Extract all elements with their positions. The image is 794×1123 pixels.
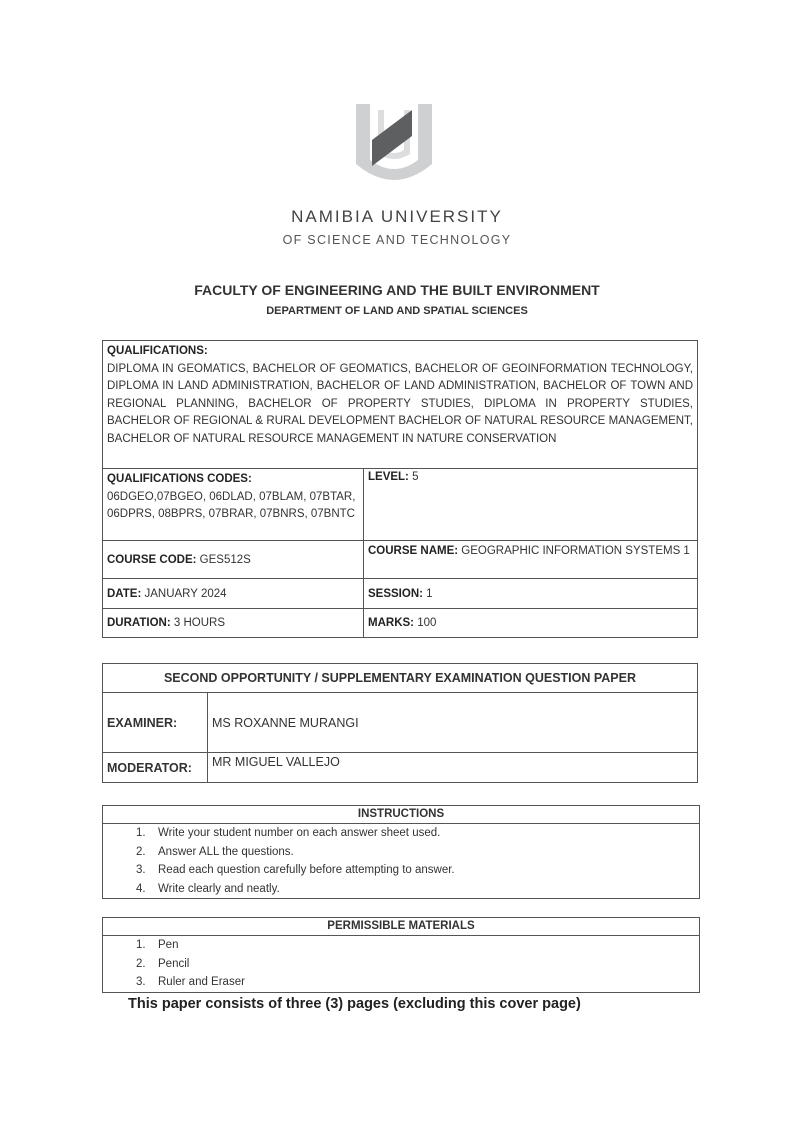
item-number: 1. xyxy=(136,827,146,839)
university-logo-icon xyxy=(352,100,436,192)
course-name-label: COURSE NAME: xyxy=(368,545,459,557)
codes-text: 06DGEO,07BGEO, 06DLAD, 07BLAM, 07BTAR, 06DPRS, 08BPRS, 07BRAR, 07BNRS, 07BNTC xyxy=(107,490,356,520)
date-label: DATE: xyxy=(107,587,142,600)
course-details-table xyxy=(102,340,698,638)
instructions-box xyxy=(102,805,700,899)
course-code-value: GES512S xyxy=(199,553,251,566)
qualifications-text: DIPLOMA IN GEOMATICS, BACHELOR OF GEOMATICS, BACHELOR OF GEOINFORMATION TECHNOLOGY, DIPLOMA IN LAND ADMINISTRATION, BACHELOR OF LAND ADMINISTRATION, BACHELOR OF TOWN AND REGIONAL PLANNING, BACHELOR OF PROPERTY STUDIES, DIPLOMA IN PROPERTY STUDIES, BACHELOR OF REGIONAL & RURAL DEVELOPMENT BACHELOR OF NATURAL RESOURCE MANAGEMENT, BACHELOR OF NATURAL RESOURCE MANAGEMENT IN NATURE CONSERVATION xyxy=(107,362,693,445)
university-subtitle: OF SCIENCE AND TECHNOLOGY xyxy=(282,233,512,247)
examiner-label: EXAMINER: xyxy=(103,693,208,753)
item-number: 3. xyxy=(136,976,146,988)
course-code-label: COURSE CODE: xyxy=(107,553,197,566)
item-text: Pen xyxy=(158,939,179,951)
marks-label: MARKS: xyxy=(368,617,414,629)
exam-title: SECOND OPPORTUNITY / SUPPLEMENTARY EXAMINATION QUESTION PAPER xyxy=(103,664,698,693)
department-heading: DEPARTMENT OF LAND AND SPATIAL SCIENCES xyxy=(266,305,528,317)
list-item xyxy=(103,824,699,843)
item-text: Write clearly and neatly. xyxy=(158,882,280,895)
instructions-title: INSTRUCTIONS xyxy=(103,806,699,824)
list-item xyxy=(103,973,699,992)
examiner-value: MS ROXANNE MURANGI xyxy=(208,693,698,753)
item-text: Read each question carefully before attempting to answer. xyxy=(158,864,455,876)
duration-label: DURATION: xyxy=(107,617,171,629)
item-number: 2. xyxy=(136,957,146,970)
codes-label: QUALIFICATIONS CODES: xyxy=(107,473,252,485)
list-item xyxy=(103,880,699,899)
moderator-value: MR MIGUEL VALLEJO xyxy=(208,753,698,783)
list-item xyxy=(103,936,699,955)
materials-title: PERMISSIBLE MATERIALS xyxy=(103,918,699,936)
session-label: SESSION: xyxy=(368,587,423,600)
item-number: 3. xyxy=(136,864,146,876)
list-item xyxy=(103,955,699,974)
course-name-value: GEOGRAPHIC INFORMATION SYSTEMS 1 xyxy=(461,545,690,557)
moderator-label: MODERATOR: xyxy=(103,753,208,783)
duration-value: 3 HOURS xyxy=(173,617,225,629)
qualifications-label: QUALIFICATIONS: xyxy=(107,345,208,357)
item-number: 4. xyxy=(136,882,146,895)
session-value: 1 xyxy=(426,587,433,600)
marks-value: 100 xyxy=(417,617,437,629)
materials-box xyxy=(102,917,700,993)
item-number: 2. xyxy=(136,845,146,858)
university-name: NAMIBIA UNIVERSITY xyxy=(291,207,503,226)
level-label: LEVEL: xyxy=(368,471,409,483)
faculty-heading: FACULTY OF ENGINEERING AND THE BUILT ENVIRONMENT xyxy=(194,282,600,298)
item-text: Ruler and Eraser xyxy=(158,976,245,988)
item-text: Write your student number on each answer sheet used. xyxy=(158,827,441,839)
item-text: Pencil xyxy=(158,957,190,970)
page-count-note: This paper consists of three (3) pages (excluding this cover page) xyxy=(128,996,581,1012)
list-item xyxy=(103,861,699,880)
item-number: 1. xyxy=(136,939,146,951)
examiner-table xyxy=(102,663,698,783)
item-text: Answer ALL the questions. xyxy=(158,845,294,858)
list-item xyxy=(103,843,699,862)
level-value: 5 xyxy=(412,471,419,483)
date-value: JANUARY 2024 xyxy=(144,587,227,600)
